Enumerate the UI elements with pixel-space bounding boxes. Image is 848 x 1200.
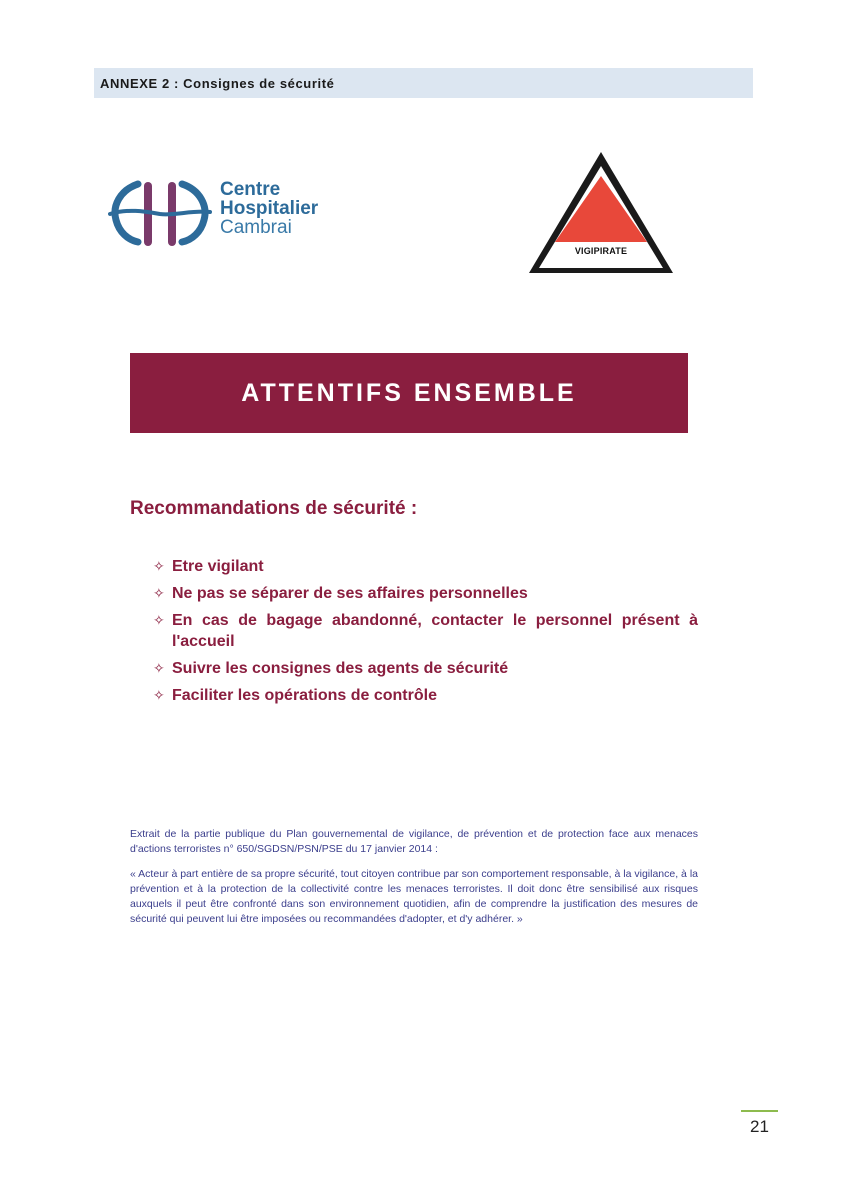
logo-line-cambrai: Cambrai xyxy=(220,217,292,238)
list-item xyxy=(153,685,698,706)
logo-line-centre: Centre xyxy=(220,179,281,200)
page-number: 21 xyxy=(741,1110,778,1137)
hospital-h-logo-icon xyxy=(108,176,212,248)
hospital-logo-text xyxy=(220,180,318,237)
recommendations-list xyxy=(153,556,698,712)
diamond-bullet-icon: ✧ xyxy=(153,558,165,574)
list-item xyxy=(153,556,698,577)
list-item xyxy=(153,610,698,652)
attentifs-ensemble-banner xyxy=(130,353,688,433)
vigipirate-triangle-icon xyxy=(527,150,675,276)
banner-text: ATTENTIFS ENSEMBLE xyxy=(241,378,577,407)
diamond-bullet-icon: ✧ xyxy=(153,585,165,601)
list-item xyxy=(153,583,698,604)
list-item xyxy=(153,658,698,679)
diamond-bullet-icon: ✧ xyxy=(153,612,165,628)
logo-line-hospitalier: Hospitalier xyxy=(220,198,319,219)
list-item-text: Suivre les consignes des agents de sécurité xyxy=(172,660,509,677)
extract-intro: Extrait de la partie publique du Plan gouvernemental de vigilance, de prévention et de protection face aux menaces d'actions terroristes n° 650/SGDSN/PSN/PSE du 17 janvier 2014 : xyxy=(130,828,698,855)
diamond-bullet-icon: ✧ xyxy=(153,687,165,703)
annex-title: ANNEXE 2 : Consignes de sécurité xyxy=(100,75,335,91)
list-item-text: Etre vigilant xyxy=(172,558,264,575)
vigipirate-label: VIGIPIRATE xyxy=(574,246,628,256)
vigipirate-logo xyxy=(527,150,675,276)
list-item-text: En cas de bagage abandonné, contacter le personnel présent à l'accueil xyxy=(172,612,698,650)
extract-quote: « Acteur à part entière de sa propre sécurité, tout citoyen contribue par son comportement responsable, à la vigilance, à la prévention et à la protection de la collectivité contre les menaces terroristes. Il doit donc être sensibilisé aux risques auxquels il peut être confronté dans son environnement quotidien, afin de comprendre la justification des mesures de sécurité qui peuvent lui être imposées ou recommandées d'adopter, et d'y adhérer. » xyxy=(130,868,698,925)
hospital-logo xyxy=(108,176,348,248)
recommendations-title: Recommandations de sécurité : xyxy=(130,498,418,519)
plan-extract xyxy=(130,827,698,937)
diamond-bullet-icon: ✧ xyxy=(153,660,165,676)
annex-header xyxy=(94,68,753,98)
list-item-text: Faciliter les opérations de contrôle xyxy=(172,687,437,704)
list-item-text: Ne pas se séparer de ses affaires personnelles xyxy=(172,585,528,602)
